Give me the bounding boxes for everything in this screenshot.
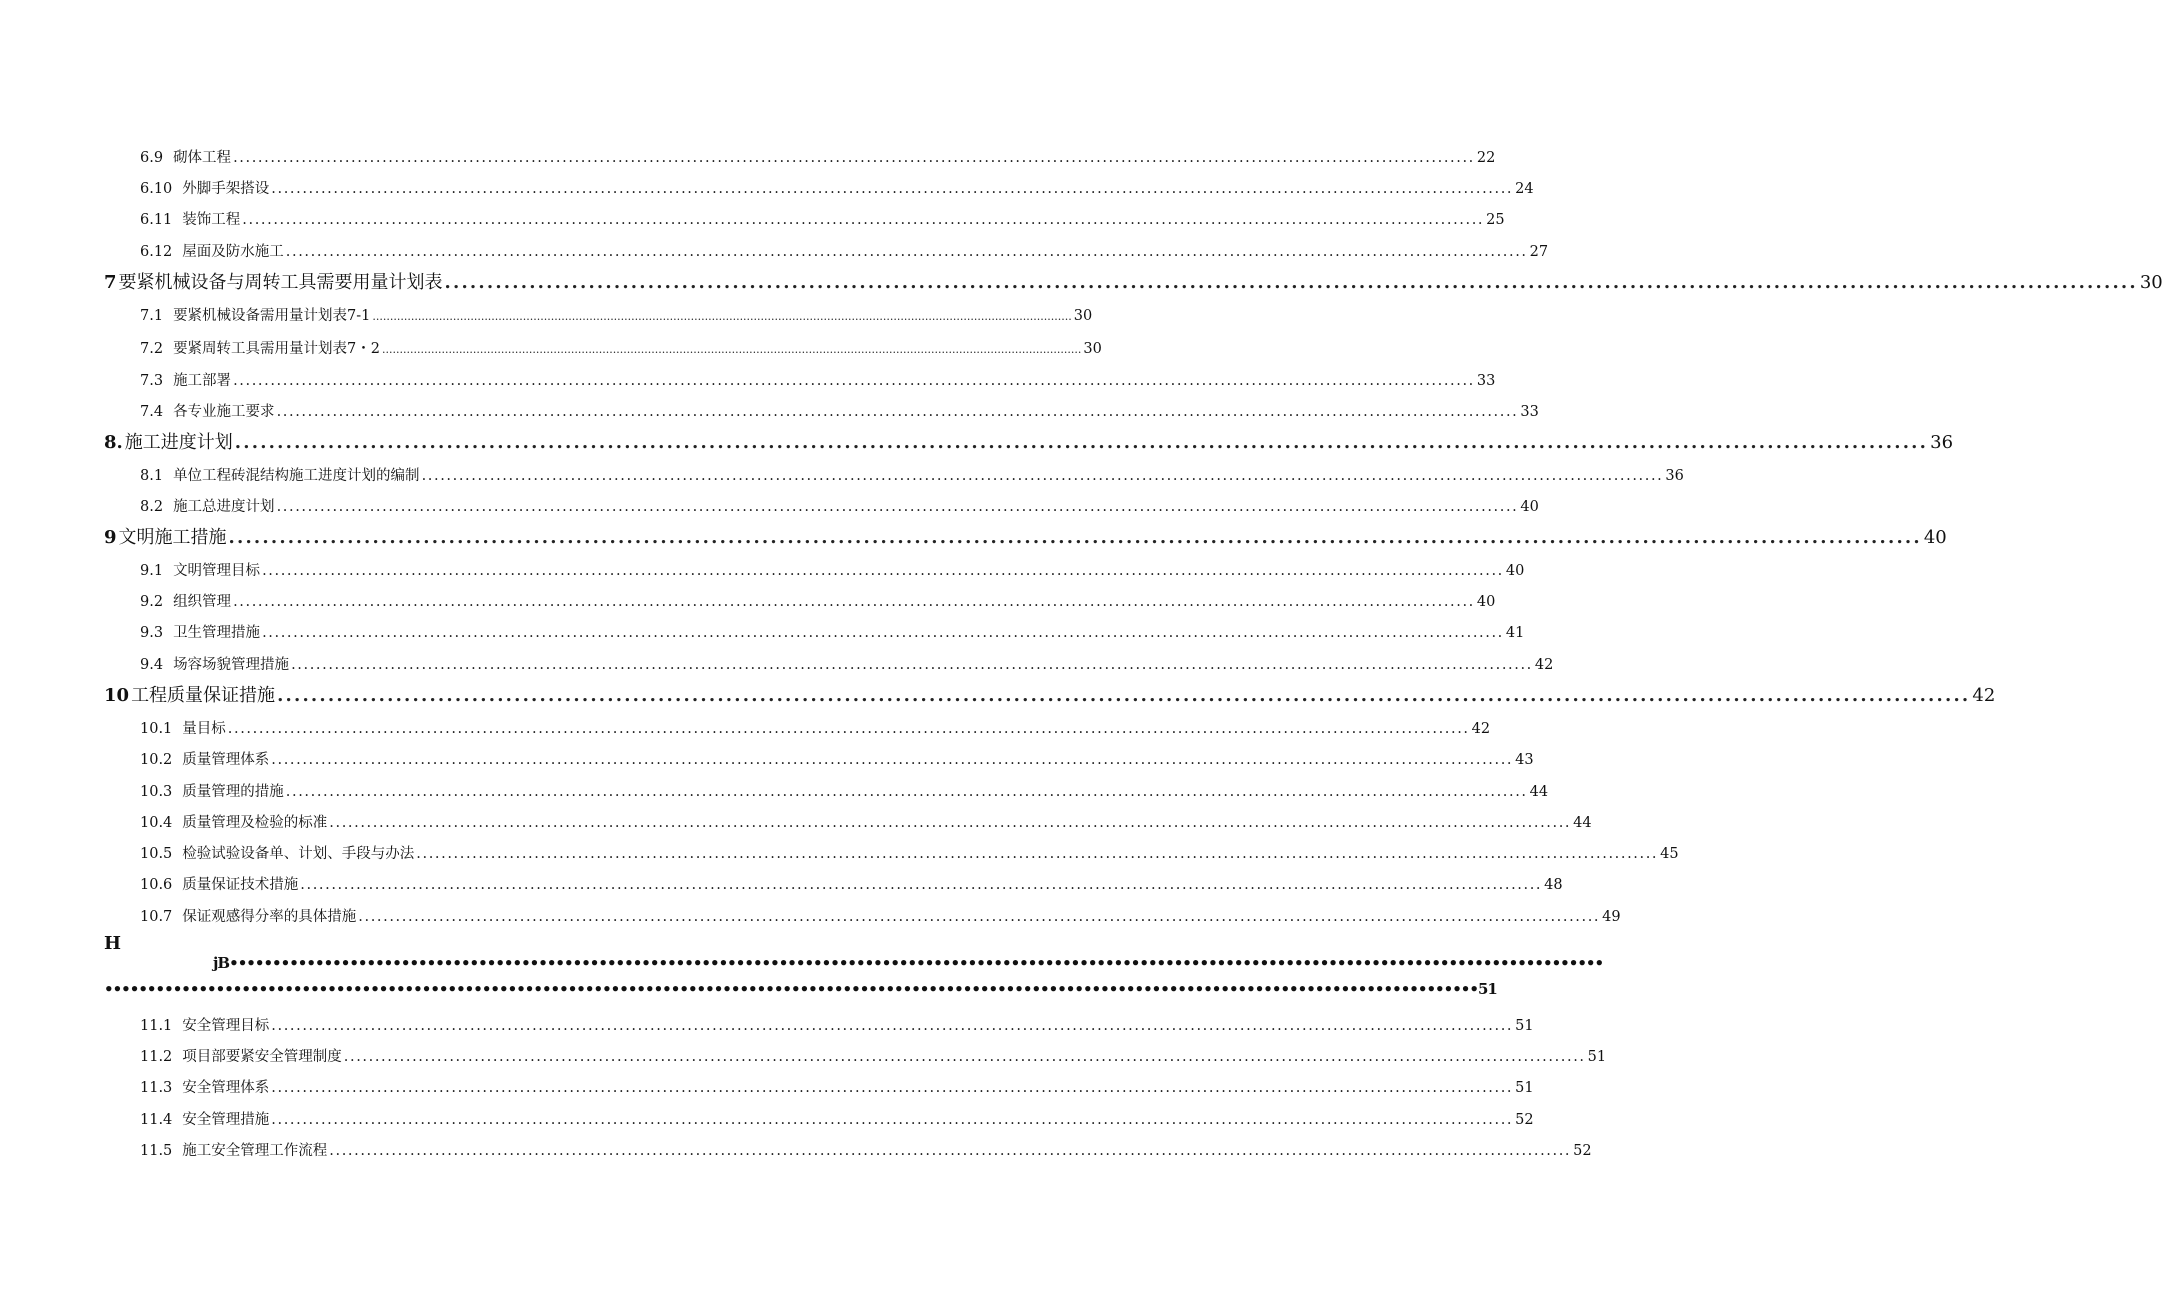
toc-chapter-title: 要紧机械设备与周转工具需要用量计划表: [118, 272, 443, 293]
toc-chapter-number: 8.: [104, 432, 123, 453]
toc-entry-page: 22: [1476, 150, 1496, 166]
toc-dot-leader: ........................................................................................................................................................................................................: [271, 1112, 1514, 1128]
toc-entry-title: 施工部署: [173, 373, 232, 389]
toc-entry[interactable]: [140, 240, 1549, 261]
toc-dot-leader: ........................................................................................................................................................................................................: [228, 527, 1922, 548]
toc-entry[interactable]: [140, 905, 1621, 926]
toc-chapter-title: 文明施工措施: [118, 527, 227, 548]
toc-entry-page: 52: [1515, 1112, 1534, 1128]
toc-entry-page: 33: [1476, 373, 1496, 389]
toc-dot-leader: ........................................................................................................................................................................................................: [227, 721, 1470, 737]
toc-entry-title: 要紧机械设备需用量计划表7-1: [173, 308, 371, 324]
toc-entry[interactable]: [140, 559, 1525, 580]
toc-entry[interactable]: [140, 590, 1496, 611]
toc-chapter[interactable]: [104, 268, 2163, 294]
toc-entry-number: 11.3: [140, 1080, 173, 1096]
toc-entry-number: 10.6: [140, 877, 173, 893]
toc-entry-page: 52: [1573, 1143, 1592, 1159]
toc-entry-title: 各专业施工要求: [173, 404, 275, 420]
toc-entry-number: 10.5: [140, 846, 173, 862]
toc-dot-leader: ........................................................................................................................................................................................................: [372, 310, 1072, 323]
toc-entry-number: 6.10: [140, 181, 173, 197]
toc-chapter[interactable]: [104, 428, 1954, 454]
toc-entry-title: 检验试验设备单、计划、手段与办法: [182, 846, 415, 862]
toc-dot-leader: ........................................................................................................................................................................................................: [233, 150, 1475, 166]
toc-garbled-chapter-letter: H: [104, 933, 122, 954]
toc-dot-leader: ........................................................................................................................................................................................................: [276, 404, 1519, 420]
toc-dot-leader: ........................................................................................................................................................................................................: [382, 343, 1082, 356]
toc-chapter-title: 工程质量保证措施: [131, 685, 276, 706]
toc-entry-title: 要紧周转工具需用量计划表7・2: [173, 341, 381, 357]
toc-entry[interactable]: [140, 780, 1549, 801]
toc-entry-title: 砌体工程: [173, 150, 232, 166]
toc-dot-leader: ........................................................................................................................................................................................................: [276, 499, 1519, 515]
toc-entry-title: 外脚手架搭设: [182, 181, 270, 197]
toc-entry-number: 7.1: [140, 308, 164, 324]
toc-dot-leader: ........................................................................................................................................................................................................: [300, 877, 1543, 893]
toc-entry-number: 7.4: [140, 404, 164, 420]
toc-entry-title: 量目标: [182, 721, 226, 737]
toc-dot-leader: ........................................................................................................................................................................................................: [421, 468, 1664, 484]
toc-entry-page: 49: [1602, 909, 1621, 925]
toc-entry-title: 安全管理体系: [182, 1080, 270, 1096]
toc-entry-page: 40: [1520, 499, 1539, 515]
toc-entry-number: 7.3: [140, 373, 164, 389]
toc-entry-number: 6.11: [140, 212, 173, 228]
toc-entry[interactable]: [140, 1139, 1592, 1160]
toc-entry[interactable]: [140, 304, 1093, 325]
toc-entry-number: 11.2: [140, 1049, 173, 1065]
toc-entry-number: 9.2: [140, 594, 164, 610]
toc-chapter-page: 40: [1923, 527, 1947, 548]
toc-dot-leader: ........................................................................................................................................................................................................: [271, 1018, 1514, 1034]
toc-chapter-page: 36: [1930, 432, 1954, 453]
toc-entry-title: 项目部要紧安全管理制度: [182, 1049, 342, 1065]
toc-dot-leader: ........................................................................................................................................................................................................: [277, 685, 1971, 706]
toc-entry-title: 安全管理目标: [182, 1018, 270, 1034]
toc-chapter-number: 9: [104, 527, 117, 548]
toc-entry-number: 9.3: [140, 625, 164, 641]
toc-entry[interactable]: [140, 1045, 1607, 1066]
toc-entry-title: 文明管理目标: [173, 563, 261, 579]
toc-entry-page: 43: [1515, 752, 1534, 768]
toc-entry-page: 40: [1476, 594, 1496, 610]
toc-entry-title: 质量管理的措施: [182, 784, 284, 800]
toc-entry-title: 单位工程砖混结构施工进度计划的编制: [173, 468, 420, 484]
toc-entry-page: 40: [1505, 563, 1525, 579]
toc-dot-leader: ........................................................................................................................................................................................................: [242, 212, 1485, 228]
toc-entry-title: 施工安全管理工作流程: [182, 1143, 328, 1159]
toc-entry-page: 27: [1529, 244, 1549, 260]
toc-entry-title: 屋面及防水施工: [182, 244, 284, 260]
toc-dot-leader: ........................................................................................................................................................................................................: [262, 563, 1504, 579]
toc-entry-page: 51: [1587, 1049, 1607, 1065]
toc-garbled-chapter-line-2[interactable]: [104, 980, 1497, 998]
toc-entry-number: 11.1: [140, 1018, 173, 1034]
toc-dot-leader: ........................................................................................................................................................................................................: [233, 594, 1475, 610]
toc-dot-leader: ........................................................................................................................................................................................................: [285, 244, 1528, 260]
toc-entry[interactable]: [140, 1108, 1534, 1129]
toc-dot-leader: ........................................................................................................................................................................................................: [285, 784, 1528, 800]
toc-entry[interactable]: [140, 748, 1534, 769]
toc-entry-number: 11.4: [140, 1112, 173, 1128]
toc-entry-title: 安全管理措施: [182, 1112, 270, 1128]
toc-dot-leader: ........................................................................................................................................................................................................: [329, 815, 1572, 831]
toc-entry-page: 42: [1471, 721, 1491, 737]
toc-entry-number: 10.2: [140, 752, 173, 768]
toc-entry-title: 质量管理体系: [182, 752, 270, 768]
toc-garbled-chapter-text: jB: [213, 954, 230, 972]
toc-entry-title: 卫生管理措施: [173, 625, 261, 641]
toc-dot-leader: ........................................................................................................................................................................................................: [416, 846, 1659, 862]
toc-entry[interactable]: [140, 495, 1539, 516]
toc-entry[interactable]: [140, 1076, 1534, 1097]
toc-chapter[interactable]: [104, 523, 1947, 549]
toc-entry-page: 25: [1486, 212, 1505, 228]
toc-bullet-leader: ••••••••••••••••••••••••••••••••••••••••••••••••••••••••••••••••••••••••••••••••••••••••••••••••••••••••••••••••••••••••••••••••••••••••••••••••••••••••••••••••: [229, 954, 1604, 972]
toc-chapter-title: 施工进度计划: [124, 432, 233, 453]
toc-entry-number: 8.1: [140, 468, 164, 484]
toc-dot-leader: ........................................................................................................................................................................................................: [271, 752, 1514, 768]
toc-entry-title: 质量保证技术措施: [182, 877, 299, 893]
toc-entry-number: 9.1: [140, 563, 164, 579]
toc-entry[interactable]: [140, 1014, 1534, 1035]
toc-entry[interactable]: [140, 717, 1491, 738]
toc-chapter-number: 10: [104, 685, 130, 706]
toc-garbled-chapter-line[interactable]: [213, 954, 1604, 972]
toc-entry-page: 48: [1544, 877, 1563, 893]
toc-entry-title: 场容场貌管理措施: [173, 657, 290, 673]
toc-entry-page: 51: [1515, 1018, 1534, 1034]
toc-dot-leader: ........................................................................................................................................................................................................: [234, 432, 1929, 453]
toc-entry-page: 36: [1665, 468, 1684, 484]
toc-dot-leader: ........................................................................................................................................................................................................: [358, 909, 1601, 925]
toc-entry-title: 组织管理: [173, 594, 232, 610]
toc-entry-page: 51: [1515, 1080, 1534, 1096]
toc-entry-title: 质量管理及检验的标准: [182, 815, 328, 831]
toc-entry-page: 41: [1505, 625, 1525, 641]
toc-entry-number: 6.9: [140, 150, 164, 166]
toc-dot-leader: ........................................................................................................................................................................................................: [233, 373, 1475, 389]
toc-entry[interactable]: [140, 842, 1679, 863]
toc-bullet-leader: ••••••••••••••••••••••••••••••••••••••••••••••••••••••••••••••••••••••••••••••••••••••••••••••••••••••••••••••••••••••••••••••••••••••••••••••••••••••••••••••••: [104, 980, 1478, 998]
toc-entry-title: 保证观感得分率的具体措施: [182, 909, 357, 925]
toc-entry-page: 44: [1573, 815, 1592, 831]
toc-dot-leader: ........................................................................................................................................................................................................: [271, 181, 1514, 197]
toc-dot-leader: ........................................................................................................................................................................................................: [329, 1143, 1572, 1159]
toc-entry-number: 11.5: [140, 1143, 173, 1159]
toc-dot-leader: ........................................................................................................................................................................................................: [343, 1049, 1586, 1065]
toc-entry-number: 7.2: [140, 341, 164, 357]
toc-entry-number: 6.12: [140, 244, 173, 260]
toc-chapter[interactable]: [104, 681, 1996, 707]
toc-entry-page: 42: [1534, 657, 1554, 673]
toc-chapter-number: 7: [104, 272, 117, 293]
toc-entry-number: 8.2: [140, 499, 164, 515]
toc-entry-number: 10.3: [140, 784, 173, 800]
toc-entry[interactable]: [140, 873, 1563, 894]
toc-entry-number: 9.4: [140, 657, 164, 673]
toc-dot-leader: ........................................................................................................................................................................................................: [271, 1080, 1514, 1096]
toc-entry[interactable]: [140, 208, 1505, 229]
toc-entry[interactable]: [140, 653, 1554, 674]
toc-chapter-page: 42: [1972, 685, 1996, 706]
toc-dot-leader: ........................................................................................................................................................................................................: [291, 657, 1533, 673]
toc-entry[interactable]: [140, 400, 1539, 421]
toc-entry[interactable]: [140, 464, 1684, 485]
toc-entry[interactable]: [140, 621, 1525, 642]
toc-entry-number: 10.7: [140, 909, 173, 925]
toc-entry-number: 10.1: [140, 721, 173, 737]
toc-entry-title: 装饰工程: [182, 212, 241, 228]
toc-entry[interactable]: [140, 811, 1592, 832]
toc-dot-leader: ........................................................................................................................................................................................................: [444, 272, 2138, 293]
toc-entry[interactable]: [140, 369, 1496, 390]
toc-dot-leader: ........................................................................................................................................................................................................: [262, 625, 1504, 641]
toc-garbled-chapter-page: 51: [1477, 980, 1497, 998]
toc-entry-number: 10.4: [140, 815, 173, 831]
toc-entry-page: 30: [1073, 308, 1093, 324]
toc-entry-title: 施工总进度计划: [173, 499, 275, 515]
toc-chapter-page: 30: [2139, 272, 2163, 293]
toc-entry-page: 30: [1083, 341, 1102, 357]
toc-entry-page: 44: [1529, 784, 1549, 800]
toc-entry[interactable]: [140, 337, 1102, 358]
toc-entry[interactable]: [140, 146, 1496, 167]
toc-entry-page: 45: [1660, 846, 1679, 862]
toc-entry-page: 24: [1515, 181, 1534, 197]
toc-entry-page: 33: [1520, 404, 1539, 420]
toc-entry[interactable]: [140, 177, 1534, 198]
